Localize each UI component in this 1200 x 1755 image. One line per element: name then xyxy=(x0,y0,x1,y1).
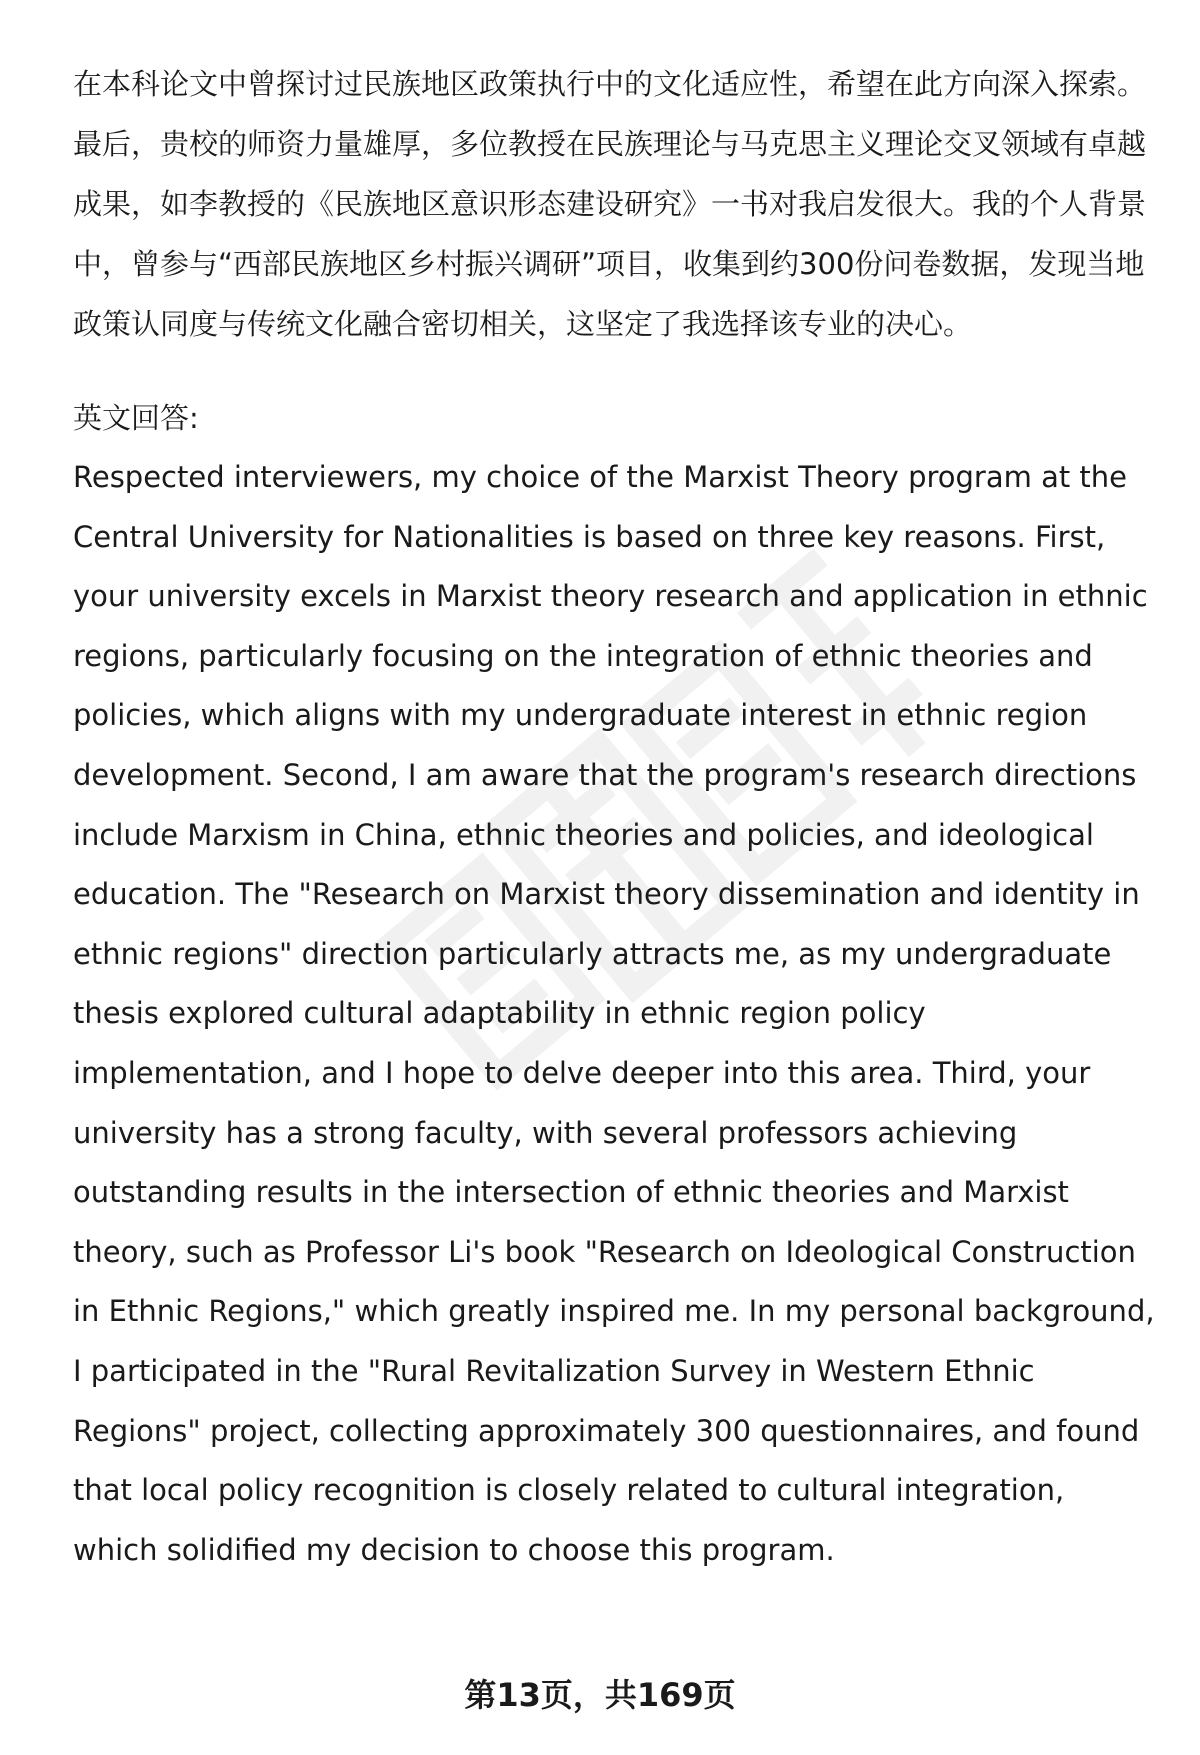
english-answer-label: 英文回答: xyxy=(73,401,199,435)
chinese-answer-paragraph: 在本科论文中曾探讨过民族地区政策执行中的文化适应性，希望在此方向深入探索。最后，贵校的师资力量雄厚，多位教授在民族理论与马克思主义理论交叉领域有卓越成果，如李教授的《民族地区意识形态建设研究》一书对我启发很大。我的个人背景中，曾参与“西部民族地区乡村振兴调研”项目，收集到约300份问卷数据，发现当地政策认同度与传统文化融合密切相关，这坚定了我选择该专业的决心。 xyxy=(73,67,1147,341)
page-number-footer: 第13页，共169页 xyxy=(464,1676,736,1714)
page-content xyxy=(73,54,1157,1580)
english-answer-paragraph: Respected interviewers, my choice of the Marxist Theory program at the Central University for Nationalities is based on three key reasons. First, your university excels in Marxist theory research and application in ethnic regions, particularly focusing on the integration of ethnic theories and policies, which aligns with my undergraduate interest in ethnic region development. Second, I am aware that the program's research directions include Marxism in China, ethnic theories and policies, and ideological education. The "Research on Marxist theory dissemination and identity in ethnic regions" direction particularly attracts me, as my undergraduate thesis explored cultural adaptability in ethnic region policy implementation, and I hope to delve deeper into this area. Third, your university has a strong faculty, with several professors achieving outstanding results in the intersection of ethnic theories and Marxist theory, such as Professor Li's book "Research on Ideological Construction in Ethnic Regions," which greatly inspired me. In my personal background, I participated in the "Rural Revitalization Survey in Western Ethnic Regions" project, collecting approximately 300 questionnaires, and found that local policy recognition is closely related to cultural integration, which solidified my decision to choose this program. xyxy=(73,460,1155,1567)
